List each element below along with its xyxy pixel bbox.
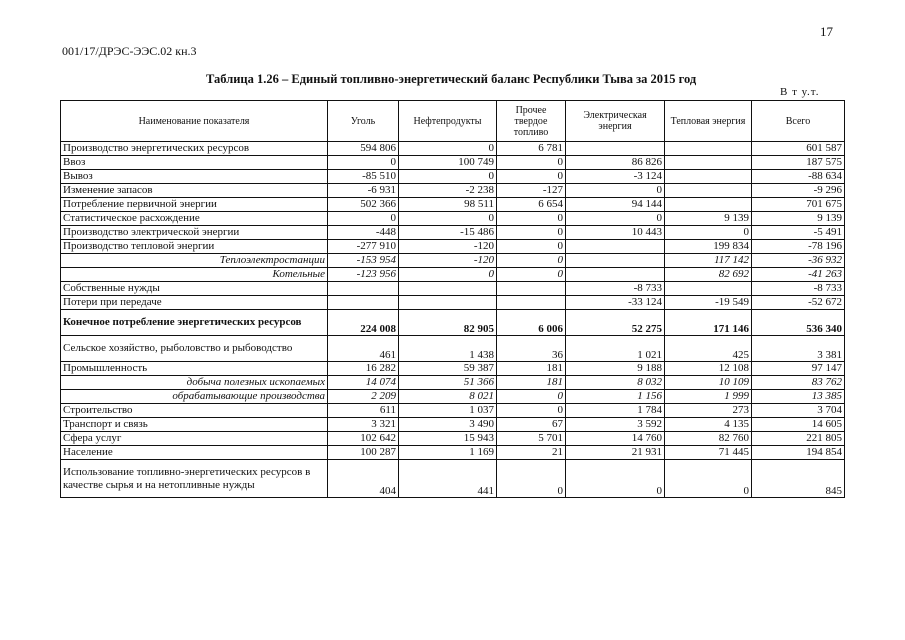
- header-coal: Уголь: [328, 101, 399, 142]
- cell-oil: 1 037: [399, 404, 497, 418]
- cell-heat-energy: 117 142: [665, 254, 752, 268]
- cell-electric-energy: 14 760: [566, 432, 665, 446]
- cell-solid-fuel: 181: [497, 362, 566, 376]
- cell-coal: 0: [328, 212, 399, 226]
- table-row: [61, 296, 845, 310]
- cell-total: -41 263: [752, 268, 845, 282]
- cell-total: -36 932: [752, 254, 845, 268]
- cell-total: -5 491: [752, 226, 845, 240]
- row-name: Строительство: [61, 404, 328, 418]
- cell-solid-fuel: 67: [497, 418, 566, 432]
- cell-solid-fuel: 36: [497, 336, 566, 362]
- table-row-subitem: [61, 390, 845, 404]
- cell-solid-fuel: 0: [497, 212, 566, 226]
- table-row: [61, 404, 845, 418]
- cell-coal: 100 287: [328, 446, 399, 460]
- table-row: [61, 460, 845, 498]
- cell-oil: 82 905: [399, 310, 497, 336]
- table-row-subitem: [61, 376, 845, 390]
- cell-heat-energy: 199 834: [665, 240, 752, 254]
- cell-total: 194 854: [752, 446, 845, 460]
- cell-electric-energy: 86 826: [566, 156, 665, 170]
- row-name: Конечное потребление энергетических ресурсов: [61, 310, 328, 336]
- cell-coal: 461: [328, 336, 399, 362]
- row-name: Котельные: [61, 268, 328, 282]
- cell-total: 13 385: [752, 390, 845, 404]
- table-row-total: [61, 310, 845, 336]
- cell-solid-fuel: 181: [497, 376, 566, 390]
- cell-heat-energy: [665, 170, 752, 184]
- cell-heat-energy: 4 135: [665, 418, 752, 432]
- row-name: Производство тепловой энергии: [61, 240, 328, 254]
- row-name: Использование топливно-энергетических ресурсов в качестве сырья и на нетопливные нужды: [61, 460, 328, 498]
- energy-balance-table: [60, 100, 845, 498]
- cell-oil: 98 511: [399, 198, 497, 212]
- cell-electric-energy: 9 188: [566, 362, 665, 376]
- table-row: [61, 212, 845, 226]
- cell-heat-energy: 10 109: [665, 376, 752, 390]
- cell-coal: -277 910: [328, 240, 399, 254]
- cell-heat-energy: 71 445: [665, 446, 752, 460]
- cell-oil: 15 943: [399, 432, 497, 446]
- cell-electric-energy: 0: [566, 460, 665, 498]
- row-name: Изменение запасов: [61, 184, 328, 198]
- cell-electric-energy: -8 733: [566, 282, 665, 296]
- cell-solid-fuel: 0: [497, 226, 566, 240]
- cell-electric-energy: 8 032: [566, 376, 665, 390]
- table-row: [61, 282, 845, 296]
- table-header-row: [61, 101, 845, 142]
- row-name: Потери при передаче: [61, 296, 328, 310]
- cell-coal: -6 931: [328, 184, 399, 198]
- table-row: [61, 198, 845, 212]
- cell-electric-energy: 1 021: [566, 336, 665, 362]
- cell-oil: -15 486: [399, 226, 497, 240]
- cell-coal: -85 510: [328, 170, 399, 184]
- table-row-subitem: [61, 268, 845, 282]
- cell-total: 845: [752, 460, 845, 498]
- cell-total: 187 575: [752, 156, 845, 170]
- cell-solid-fuel: 21: [497, 446, 566, 460]
- cell-coal: 16 282: [328, 362, 399, 376]
- cell-coal: 502 366: [328, 198, 399, 212]
- table-row: [61, 226, 845, 240]
- table-row: [61, 446, 845, 460]
- cell-coal: 404: [328, 460, 399, 498]
- cell-coal: [328, 282, 399, 296]
- cell-coal: 2 209: [328, 390, 399, 404]
- cell-electric-energy: [566, 268, 665, 282]
- cell-heat-energy: [665, 142, 752, 156]
- cell-coal: -448: [328, 226, 399, 240]
- row-name: Собственные нужды: [61, 282, 328, 296]
- cell-solid-fuel: 0: [497, 156, 566, 170]
- cell-coal: -123 956: [328, 268, 399, 282]
- cell-solid-fuel: 0: [497, 268, 566, 282]
- cell-heat-energy: [665, 184, 752, 198]
- table-row: [61, 142, 845, 156]
- cell-coal: 102 642: [328, 432, 399, 446]
- cell-total: -8 733: [752, 282, 845, 296]
- row-name: Промышленность: [61, 362, 328, 376]
- cell-solid-fuel: 6 781: [497, 142, 566, 156]
- cell-heat-energy: -19 549: [665, 296, 752, 310]
- cell-coal: [328, 296, 399, 310]
- cell-total: 3 381: [752, 336, 845, 362]
- row-name: обрабатывающие производства: [61, 390, 328, 404]
- cell-electric-energy: 10 443: [566, 226, 665, 240]
- row-name: Сельское хозяйство, рыболовство и рыбоводство: [61, 336, 328, 362]
- row-name: Производство энергетических ресурсов: [61, 142, 328, 156]
- cell-solid-fuel: 0: [497, 254, 566, 268]
- table-row: [61, 336, 845, 362]
- row-name: Производство электрической энергии: [61, 226, 328, 240]
- cell-electric-energy: [566, 254, 665, 268]
- row-name: Население: [61, 446, 328, 460]
- row-name: Вывоз: [61, 170, 328, 184]
- table-title: Таблица 1.26 – Единый топливно-энергетический баланс Республики Тыва за 2015 год: [206, 72, 697, 86]
- header-electric-energy: Электрическая энергия: [566, 101, 665, 142]
- cell-heat-energy: 9 139: [665, 212, 752, 226]
- units-label: В т у.т.: [780, 86, 820, 98]
- cell-oil: 3 490: [399, 418, 497, 432]
- header-name: Наименование показателя: [61, 101, 328, 142]
- cell-electric-energy: 21 931: [566, 446, 665, 460]
- cell-solid-fuel: 6 654: [497, 198, 566, 212]
- cell-oil: 1 169: [399, 446, 497, 460]
- cell-coal: 224 008: [328, 310, 399, 336]
- row-name: Сфера услуг: [61, 432, 328, 446]
- cell-heat-energy: 82 760: [665, 432, 752, 446]
- row-name: Потребление первичной энергии: [61, 198, 328, 212]
- row-name: Теплоэлектростанции: [61, 254, 328, 268]
- cell-solid-fuel: [497, 282, 566, 296]
- cell-oil: 100 749: [399, 156, 497, 170]
- row-name: Статистическое расхождение: [61, 212, 328, 226]
- page-number: 17: [820, 24, 833, 39]
- cell-total: 9 139: [752, 212, 845, 226]
- cell-oil: -120: [399, 254, 497, 268]
- table-row: [61, 240, 845, 254]
- cell-heat-energy: 0: [665, 460, 752, 498]
- cell-total: 14 605: [752, 418, 845, 432]
- cell-electric-energy: 52 275: [566, 310, 665, 336]
- cell-heat-energy: 82 692: [665, 268, 752, 282]
- cell-heat-energy: 273: [665, 404, 752, 418]
- table-row: [61, 418, 845, 432]
- cell-total: 701 675: [752, 198, 845, 212]
- cell-solid-fuel: 0: [497, 240, 566, 254]
- cell-heat-energy: 425: [665, 336, 752, 362]
- cell-total: 221 805: [752, 432, 845, 446]
- cell-heat-energy: [665, 156, 752, 170]
- cell-coal: 594 806: [328, 142, 399, 156]
- cell-heat-energy: 1 999: [665, 390, 752, 404]
- table-row: [61, 156, 845, 170]
- cell-oil: [399, 296, 497, 310]
- cell-electric-energy: 0: [566, 212, 665, 226]
- cell-total: 601 587: [752, 142, 845, 156]
- cell-solid-fuel: 0: [497, 460, 566, 498]
- cell-coal: 3 321: [328, 418, 399, 432]
- cell-coal: -153 954: [328, 254, 399, 268]
- cell-coal: 14 074: [328, 376, 399, 390]
- cell-total: -9 296: [752, 184, 845, 198]
- table-row-subitem: [61, 254, 845, 268]
- cell-oil: 51 366: [399, 376, 497, 390]
- cell-total: 97 147: [752, 362, 845, 376]
- cell-heat-energy: [665, 198, 752, 212]
- row-name: Транспорт и связь: [61, 418, 328, 432]
- cell-heat-energy: [665, 282, 752, 296]
- cell-electric-energy: [566, 240, 665, 254]
- cell-electric-energy: -3 124: [566, 170, 665, 184]
- cell-oil: 0: [399, 268, 497, 282]
- header-solid-fuel: Прочее твердое топливо: [497, 101, 566, 142]
- cell-heat-energy: 12 108: [665, 362, 752, 376]
- cell-solid-fuel: -127: [497, 184, 566, 198]
- header-heat-energy: Тепловая энергия: [665, 101, 752, 142]
- table-row: [61, 362, 845, 376]
- cell-total: -52 672: [752, 296, 845, 310]
- cell-total: 83 762: [752, 376, 845, 390]
- cell-oil: 1 438: [399, 336, 497, 362]
- cell-electric-energy: -33 124: [566, 296, 665, 310]
- table-row: [61, 184, 845, 198]
- cell-total: 3 704: [752, 404, 845, 418]
- cell-total: -88 634: [752, 170, 845, 184]
- cell-total: 536 340: [752, 310, 845, 336]
- header-oil: Нефтепродукты: [399, 101, 497, 142]
- cell-electric-energy: 3 592: [566, 418, 665, 432]
- cell-solid-fuel: 0: [497, 390, 566, 404]
- cell-electric-energy: 1 784: [566, 404, 665, 418]
- cell-oil: 0: [399, 170, 497, 184]
- cell-solid-fuel: 5 701: [497, 432, 566, 446]
- cell-coal: 611: [328, 404, 399, 418]
- cell-oil: 441: [399, 460, 497, 498]
- cell-oil: 0: [399, 142, 497, 156]
- cell-solid-fuel: 0: [497, 404, 566, 418]
- cell-oil: 59 387: [399, 362, 497, 376]
- cell-coal: 0: [328, 156, 399, 170]
- cell-oil: 0: [399, 212, 497, 226]
- header-total: Всего: [752, 101, 845, 142]
- row-name: добыча полезных ископаемых: [61, 376, 328, 390]
- cell-heat-energy: 171 146: [665, 310, 752, 336]
- cell-electric-energy: [566, 142, 665, 156]
- cell-oil: [399, 282, 497, 296]
- cell-oil: -120: [399, 240, 497, 254]
- row-name: Ввоз: [61, 156, 328, 170]
- cell-solid-fuel: 6 006: [497, 310, 566, 336]
- table-row: [61, 432, 845, 446]
- cell-electric-energy: 1 156: [566, 390, 665, 404]
- cell-heat-energy: 0: [665, 226, 752, 240]
- cell-oil: 8 021: [399, 390, 497, 404]
- table-row: [61, 170, 845, 184]
- cell-electric-energy: 0: [566, 184, 665, 198]
- cell-solid-fuel: 0: [497, 170, 566, 184]
- cell-total: -78 196: [752, 240, 845, 254]
- cell-electric-energy: 94 144: [566, 198, 665, 212]
- document-code: 001/17/ДРЭС-ЭЭС.02 кн.3: [62, 44, 197, 58]
- cell-oil: -2 238: [399, 184, 497, 198]
- cell-solid-fuel: [497, 296, 566, 310]
